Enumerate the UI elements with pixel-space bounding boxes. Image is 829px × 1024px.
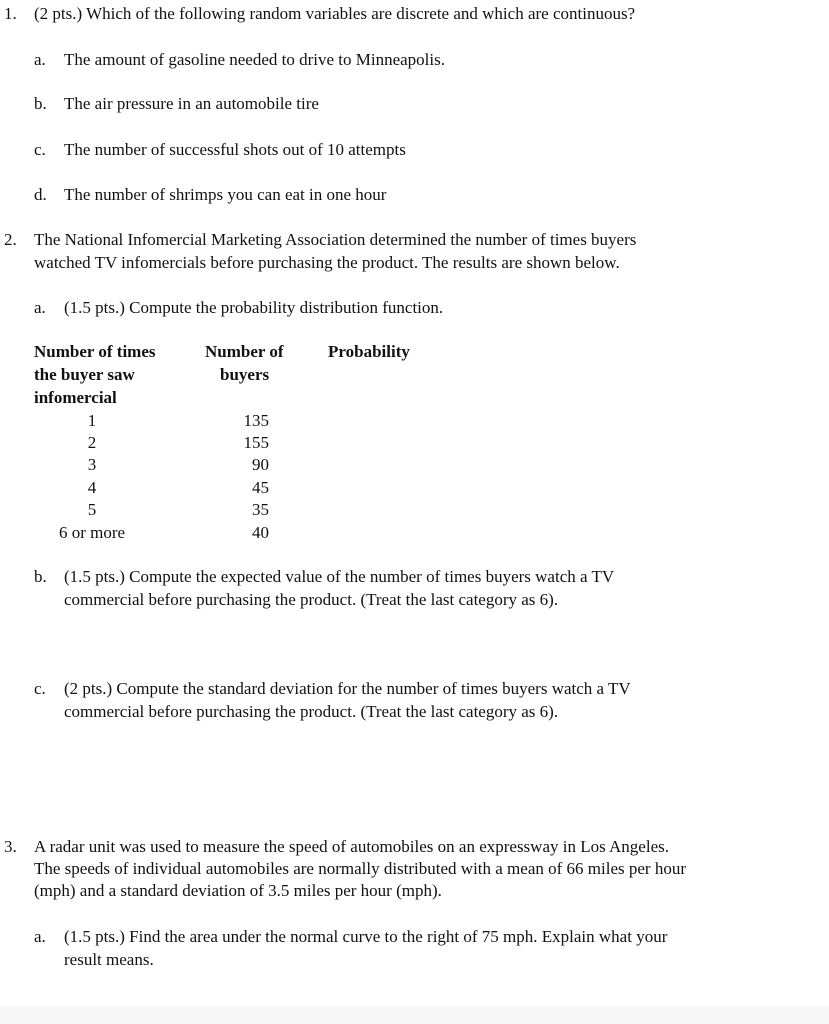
table-cell: 5 [87,500,97,519]
table-cell: 35 [252,500,269,519]
question-text-line: The National Infomercial Marketing Association determined the number of times buyers [34,230,637,249]
item-letter: a. [34,298,46,317]
item-letter: a. [34,50,46,69]
item-letter: c. [34,679,46,698]
table-header: Number of times [34,342,156,361]
item-text-line: (2 pts.) Compute the standard deviation for the number of times buyers watch a TV [64,679,631,698]
question-number: 2. [4,230,17,249]
table-header: Probability [328,342,410,361]
question-text: (2 pts.) Which of the following random variables are discrete and which are continuous? [34,4,636,23]
table-cell: 40 [252,523,269,542]
item-text: The amount of gasoline needed to drive to Minneapolis. [64,50,445,69]
question-text-line: watched TV infomercials before purchasing the product. The results are shown below. [34,253,620,272]
table-cell: 4 [87,478,97,497]
table-cell: 45 [252,478,269,497]
item-text-line: (1.5 pts.) Compute the expected value of the number of times buyers watch a TV [64,567,615,586]
table-header: buyers [220,365,270,384]
item-text-line: commercial before purchasing the product. (Treat the last category as 6). [64,702,559,721]
table-header: Number of [205,342,284,361]
table-cell: 3 [87,455,97,474]
question-text-line: A radar unit was used to measure the speed of automobiles on an expressway in Los Angeles. [34,837,669,856]
table-cell: 1 [87,411,97,430]
table-header: infomercial [34,388,117,407]
item-letter: c. [34,140,46,159]
item-letter: a. [34,927,46,946]
item-text: (1.5 pts.) Compute the probability distribution function. [64,298,444,317]
item-letter: d. [34,185,47,204]
page-bottom-edge [0,1006,829,1024]
question-number: 1. [4,4,17,23]
item-letter: b. [34,94,47,113]
item-text: The air pressure in an automobile tire [64,94,319,113]
item-text: The number of shrimps you can eat in one hour [64,185,387,204]
table-header: the buyer saw [34,365,135,384]
table-cell: 155 [243,433,269,452]
item-text-line: commercial before purchasing the product. (Treat the last category as 6). [64,590,559,609]
question-text-line: (mph) and a standard deviation of 3.5 miles per hour (mph). [34,881,442,900]
table-cell: 135 [243,411,269,430]
table-cell: 6 or more [58,523,126,542]
item-text: The number of successful shots out of 10 attempts [64,140,406,159]
question-text-line: The speeds of individual automobiles are normally distributed with a mean of 66 miles per hour [34,859,686,878]
item-text-line: (1.5 pts.) Find the area under the normal curve to the right of 75 mph. Explain what your [64,927,668,946]
item-text-line: result means. [64,950,154,969]
item-letter: b. [34,567,47,586]
table-cell: 90 [252,455,269,474]
question-number: 3. [4,837,17,856]
table-cell: 2 [87,433,97,452]
